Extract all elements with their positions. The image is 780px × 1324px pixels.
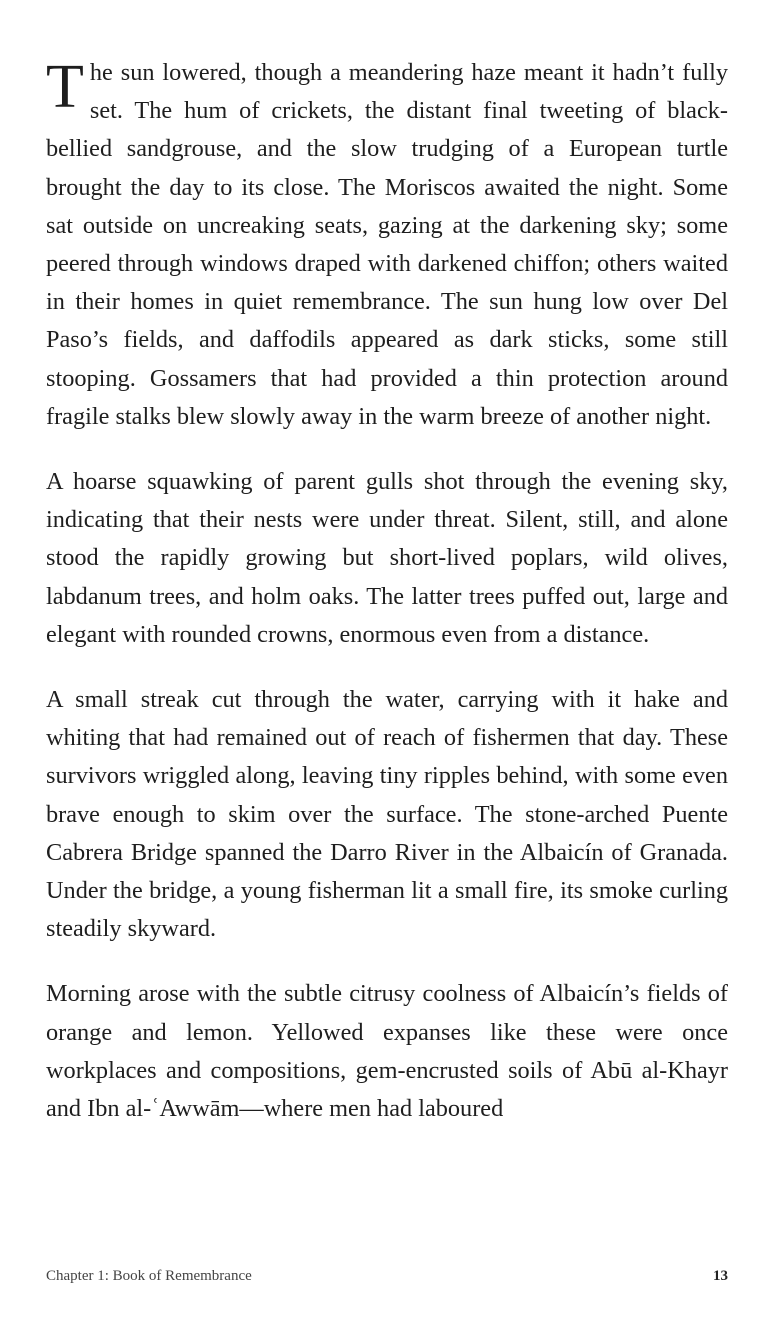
running-title: Chapter 1: Book of Remembrance bbox=[46, 1268, 252, 1284]
drop-cap: T bbox=[46, 53, 84, 121]
page-footer bbox=[46, 1268, 728, 1285]
paragraph-1 bbox=[46, 54, 728, 436]
paragraph-1-text: he sun lowered, though a meandering haze meant it hadn’t fully set. The hum of crickets, the distant final tweeting of black-bellied sandgrouse, and the slow trudging of a European turtle brought the day to its close. The Moriscos awaited the night. Some sat outside on uncreaking seats, gazing at the darkening sky; some peered through windows draped with darkened chiffon; others waited in their homes in quiet remembrance. The sun hung low over Del Paso’s fields, and daffodils appeared as dark sticks, some still stooping. Gossamers that had provided a thin protection around fragile stalks blew slowly away in the warm breeze of another night. bbox=[46, 59, 728, 430]
page-number: 13 bbox=[713, 1268, 728, 1284]
paragraph-2: A hoarse squawking of parent gulls shot through the evening sky, indicating that their nests were under threat. Silent, still, and alone stood the rapidly growing but short-lived poplars, wild olives, labdanum trees, and holm oaks. The latter trees puffed out, large and elegant with rounded crowns, enormous even from a distance. bbox=[46, 468, 728, 648]
paragraph-4: Morning arose with the subtle citrusy coolness of Albaicín’s fields of orange and lemon. Yellowed expanses like these were once workplaces and compositions, gem-encrusted soils of Abū al-Khayr and Ibn al-ʿAwwām—where men had laboured bbox=[46, 980, 728, 1123]
page-body bbox=[46, 54, 728, 1155]
paragraph-3: A small streak cut through the water, carrying with it hake and whiting that had remained out of reach of fishermen that day. These survivors wriggled along, leaving tiny ripples behind, with some even brave enough to skim over the surface. The stone-arched Puente Cabrera Bridge spanned the Darro River in the Albaicín of Granada. Under the bridge, a young fisherman lit a small fire, its smoke curling steadily skyward. bbox=[46, 686, 728, 943]
